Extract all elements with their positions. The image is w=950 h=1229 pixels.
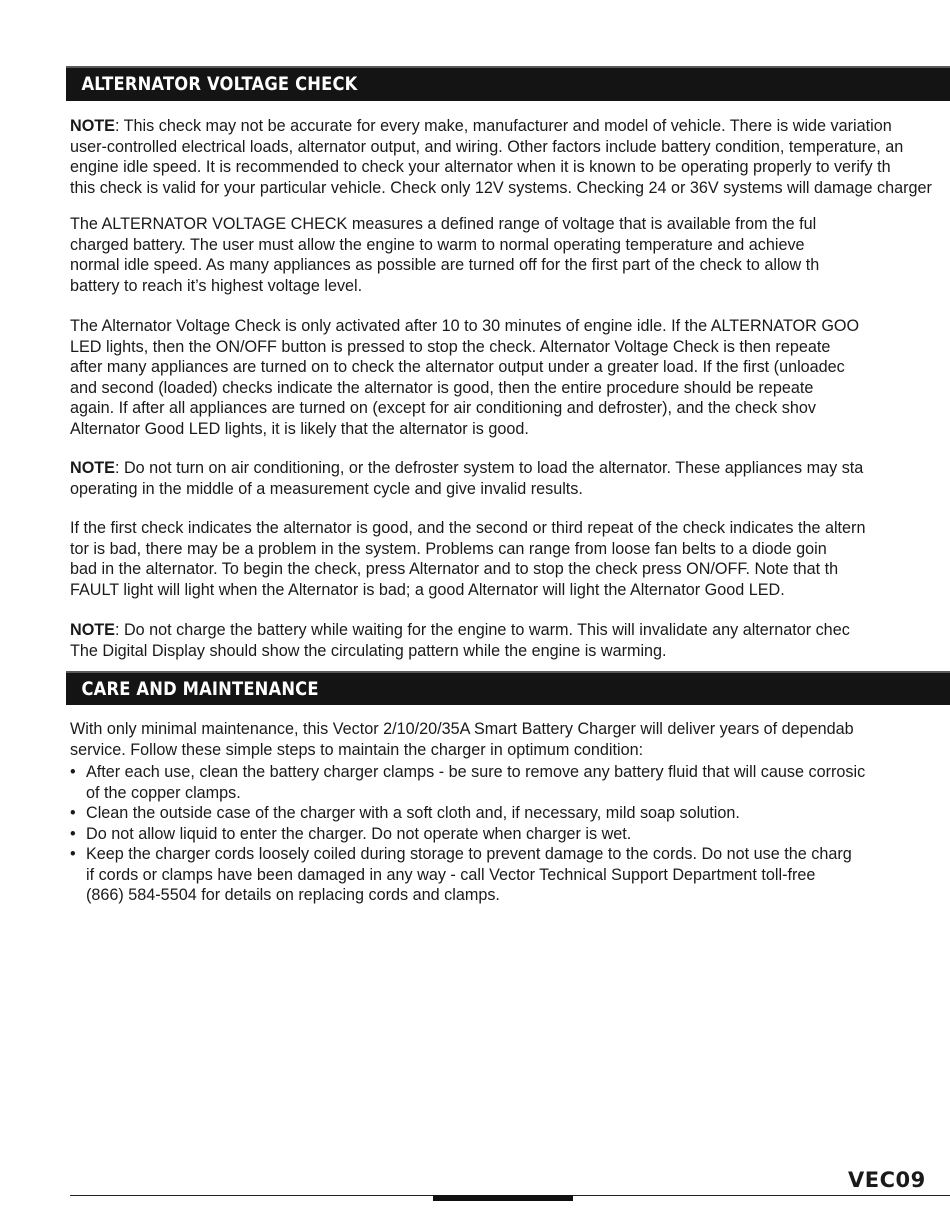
list-item: • After each use, clean the battery charger clamps - be sure to remove any battery fluid that will cause corrosic of the copper clamps. <box>70 763 866 802</box>
note-label: NOTE <box>70 459 115 477</box>
bullet-icon: • <box>70 845 76 863</box>
paragraph-check-activation: The Alternator Voltage Check is only activated after 10 to 30 minutes of engine idle. If the ALTERNATOR GOO LED lights, then the ON/OFF button is pressed to stop the check. Alternator Voltage Check is then repeate after many appliances are turned on to check the alternator output under a greater load. If the first (unloadec and second (loaded) checks indicate the alternator is good, then the entire procedure should be repeate again. If after all appliances are turned on (except for air conditioning and defroster), and the check shov Alternator Good LED lights, it is likely that the alternator is good. <box>70 317 860 438</box>
section-header-alternator-voltage-check <box>66 66 950 101</box>
list-item: • Do not allow liquid to enter the charger. Do not operate when charger is wet. <box>70 824 632 843</box>
note-label: NOTE <box>70 621 115 639</box>
bullet-icon: • <box>70 763 76 781</box>
paragraph-fault-diagnosis: If the first check indicates the alternator is good, and the second or third repeat of the check indicates the altern tor is bad, there may be a problem in the system. Problems can range from loose fan belts to a diode goin bad in the alternator. To begin the check, press Alternator and to stop the check press ON/OFF. Note that th FAULT light will light when the Alternator is bad; a good Alternator will light the Alternator Good LED. <box>70 519 866 599</box>
note-paragraph-charging: NOTE: Do not charge the battery while waiting for the engine to warm. This will invalidate any alternator chec The Digital Display should show the circulating pattern while the engine is warming. <box>70 621 850 660</box>
document-code: VEC09 <box>848 1168 926 1192</box>
note-paragraph-air-conditioning: NOTE: Do not turn on air conditioning, or the defroster system to load the alternator. These appliances may sta operating in the middle of a measurement cycle and give invalid results. <box>70 459 864 498</box>
bullet-icon: • <box>70 824 76 843</box>
maintenance-list <box>70 762 950 906</box>
section-title: ALTERNATOR VOLTAGE CHECK <box>81 73 358 95</box>
paragraph-care-intro: With only minimal maintenance, this Vector 2/10/20/35A Smart Battery Charger will deliver years of dependab service. Follow these simple steps to maintain the charger in optimum condition: <box>70 720 854 759</box>
note-paragraph-accuracy: NOTE: This check may not be accurate for every make, manufacturer and model of vehicle. There is wide variation user-controlled electrical loads, alternator output, and wiring. Other factors include battery condition, temperature, an engine idle speed. It is recommended to check your alternator when it is known to be operating properly to verify th this check is valid for your particular vehicle. Check only 12V systems. Checking 24 or 36V systems will damage charger <box>70 117 932 197</box>
bullet-icon: • <box>70 804 76 822</box>
list-item: • Keep the charger cords loosely coiled during storage to prevent damage to the cords. Do not use the charg if cords or clamps have been damaged in any way - call Vector Technical Support Department toll-free (866) 584-5504 for details on replacing cords and clamps. <box>70 845 852 904</box>
paragraph-voltage-range: The ALTERNATOR VOLTAGE CHECK measures a defined range of voltage that is available from the ful charged battery. The user must allow the engine to warm to normal operating temperature and achieve normal idle speed. As many appliances as possible are turned off for the first part of the check to allow th battery to reach it’s highest voltage level. <box>70 215 820 295</box>
list-item: • Clean the outside case of the charger with a soft cloth and, if necessary, mild soap solution. <box>70 804 740 822</box>
note-label: NOTE <box>70 117 115 135</box>
footer-bar <box>433 1195 573 1201</box>
section-header-care-and-maintenance <box>66 671 950 705</box>
section-title: CARE AND MAINTENANCE <box>81 678 319 700</box>
